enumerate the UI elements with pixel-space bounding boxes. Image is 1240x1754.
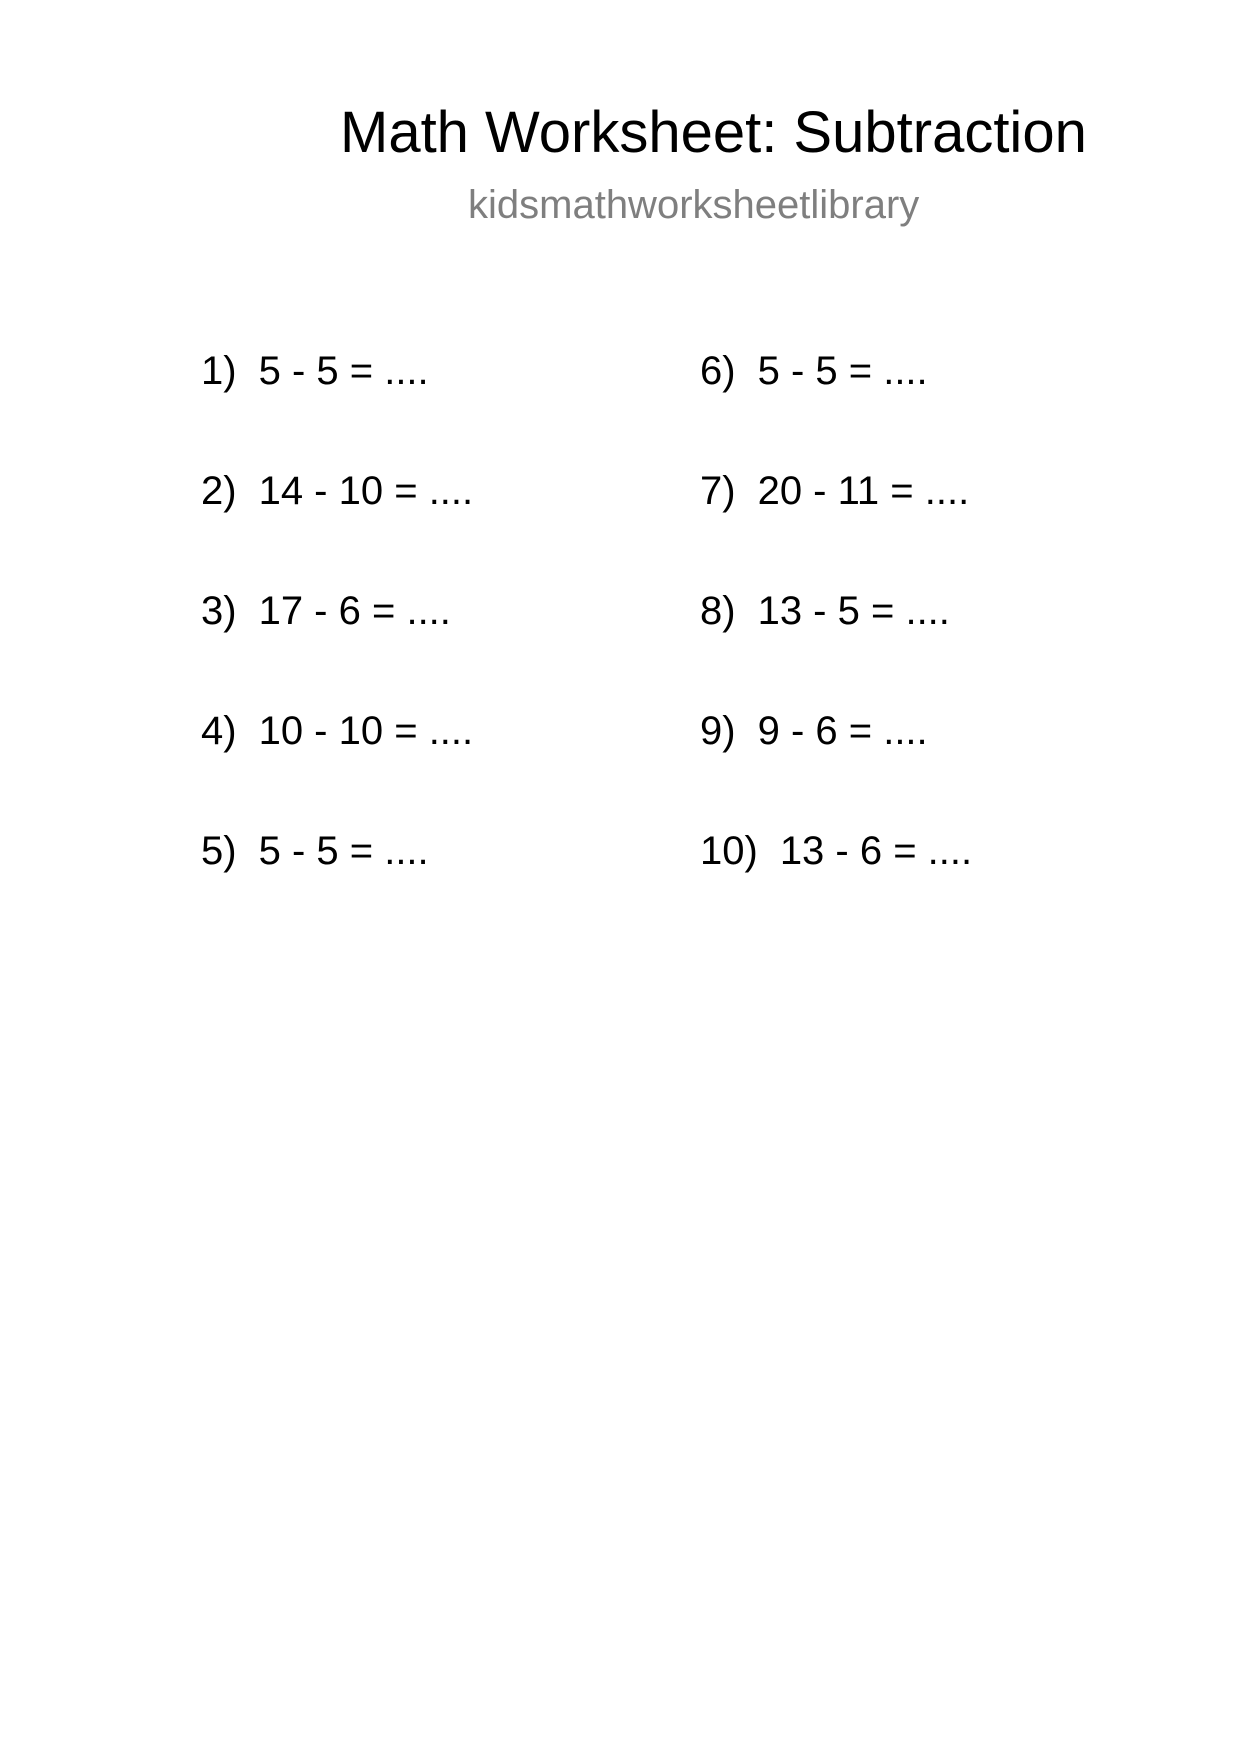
problem-item: [201, 707, 473, 827]
problem-expression: 10 - 10 = ....: [258, 709, 474, 753]
problem-number: 4): [201, 709, 237, 753]
problem-item: [700, 707, 972, 827]
problem-number: 6): [700, 349, 736, 393]
problem-item: [700, 587, 972, 707]
problem-expression: 5 - 5 = ....: [258, 349, 429, 393]
problem-expression: 13 - 6 = ....: [779, 829, 973, 873]
problem-item: [700, 467, 972, 587]
page-title: Math Worksheet: Subtraction: [340, 100, 1087, 165]
problem-expression: 5 - 5 = ....: [258, 829, 429, 873]
problem-number: 3): [201, 589, 237, 633]
problem-expression: 5 - 5 = ....: [757, 349, 928, 393]
problem-column-left: [201, 347, 473, 947]
problem-expression: 9 - 6 = ....: [757, 709, 928, 753]
problem-expression: 17 - 6 = ....: [258, 589, 451, 633]
problem-expression: 20 - 11 = ....: [757, 469, 970, 513]
problem-number: 7): [700, 469, 736, 513]
problem-number: 10): [700, 829, 758, 873]
problem-number: 1): [201, 349, 237, 393]
problem-column-right: [700, 347, 972, 947]
problem-item: [700, 347, 972, 467]
problem-expression: 13 - 5 = ....: [757, 589, 950, 633]
problem-number: 8): [700, 589, 736, 633]
problem-item: [700, 827, 972, 947]
problem-item: [201, 827, 473, 947]
problem-expression: 14 - 10 = ....: [258, 469, 474, 513]
page-subtitle: kidsmathworksheetlibrary: [468, 183, 920, 227]
problem-number: 2): [201, 469, 237, 513]
problem-item: [201, 467, 473, 587]
problem-item: [201, 347, 473, 467]
problem-number: 9): [700, 709, 736, 753]
problem-number: 5): [201, 829, 237, 873]
problem-item: [201, 587, 473, 707]
